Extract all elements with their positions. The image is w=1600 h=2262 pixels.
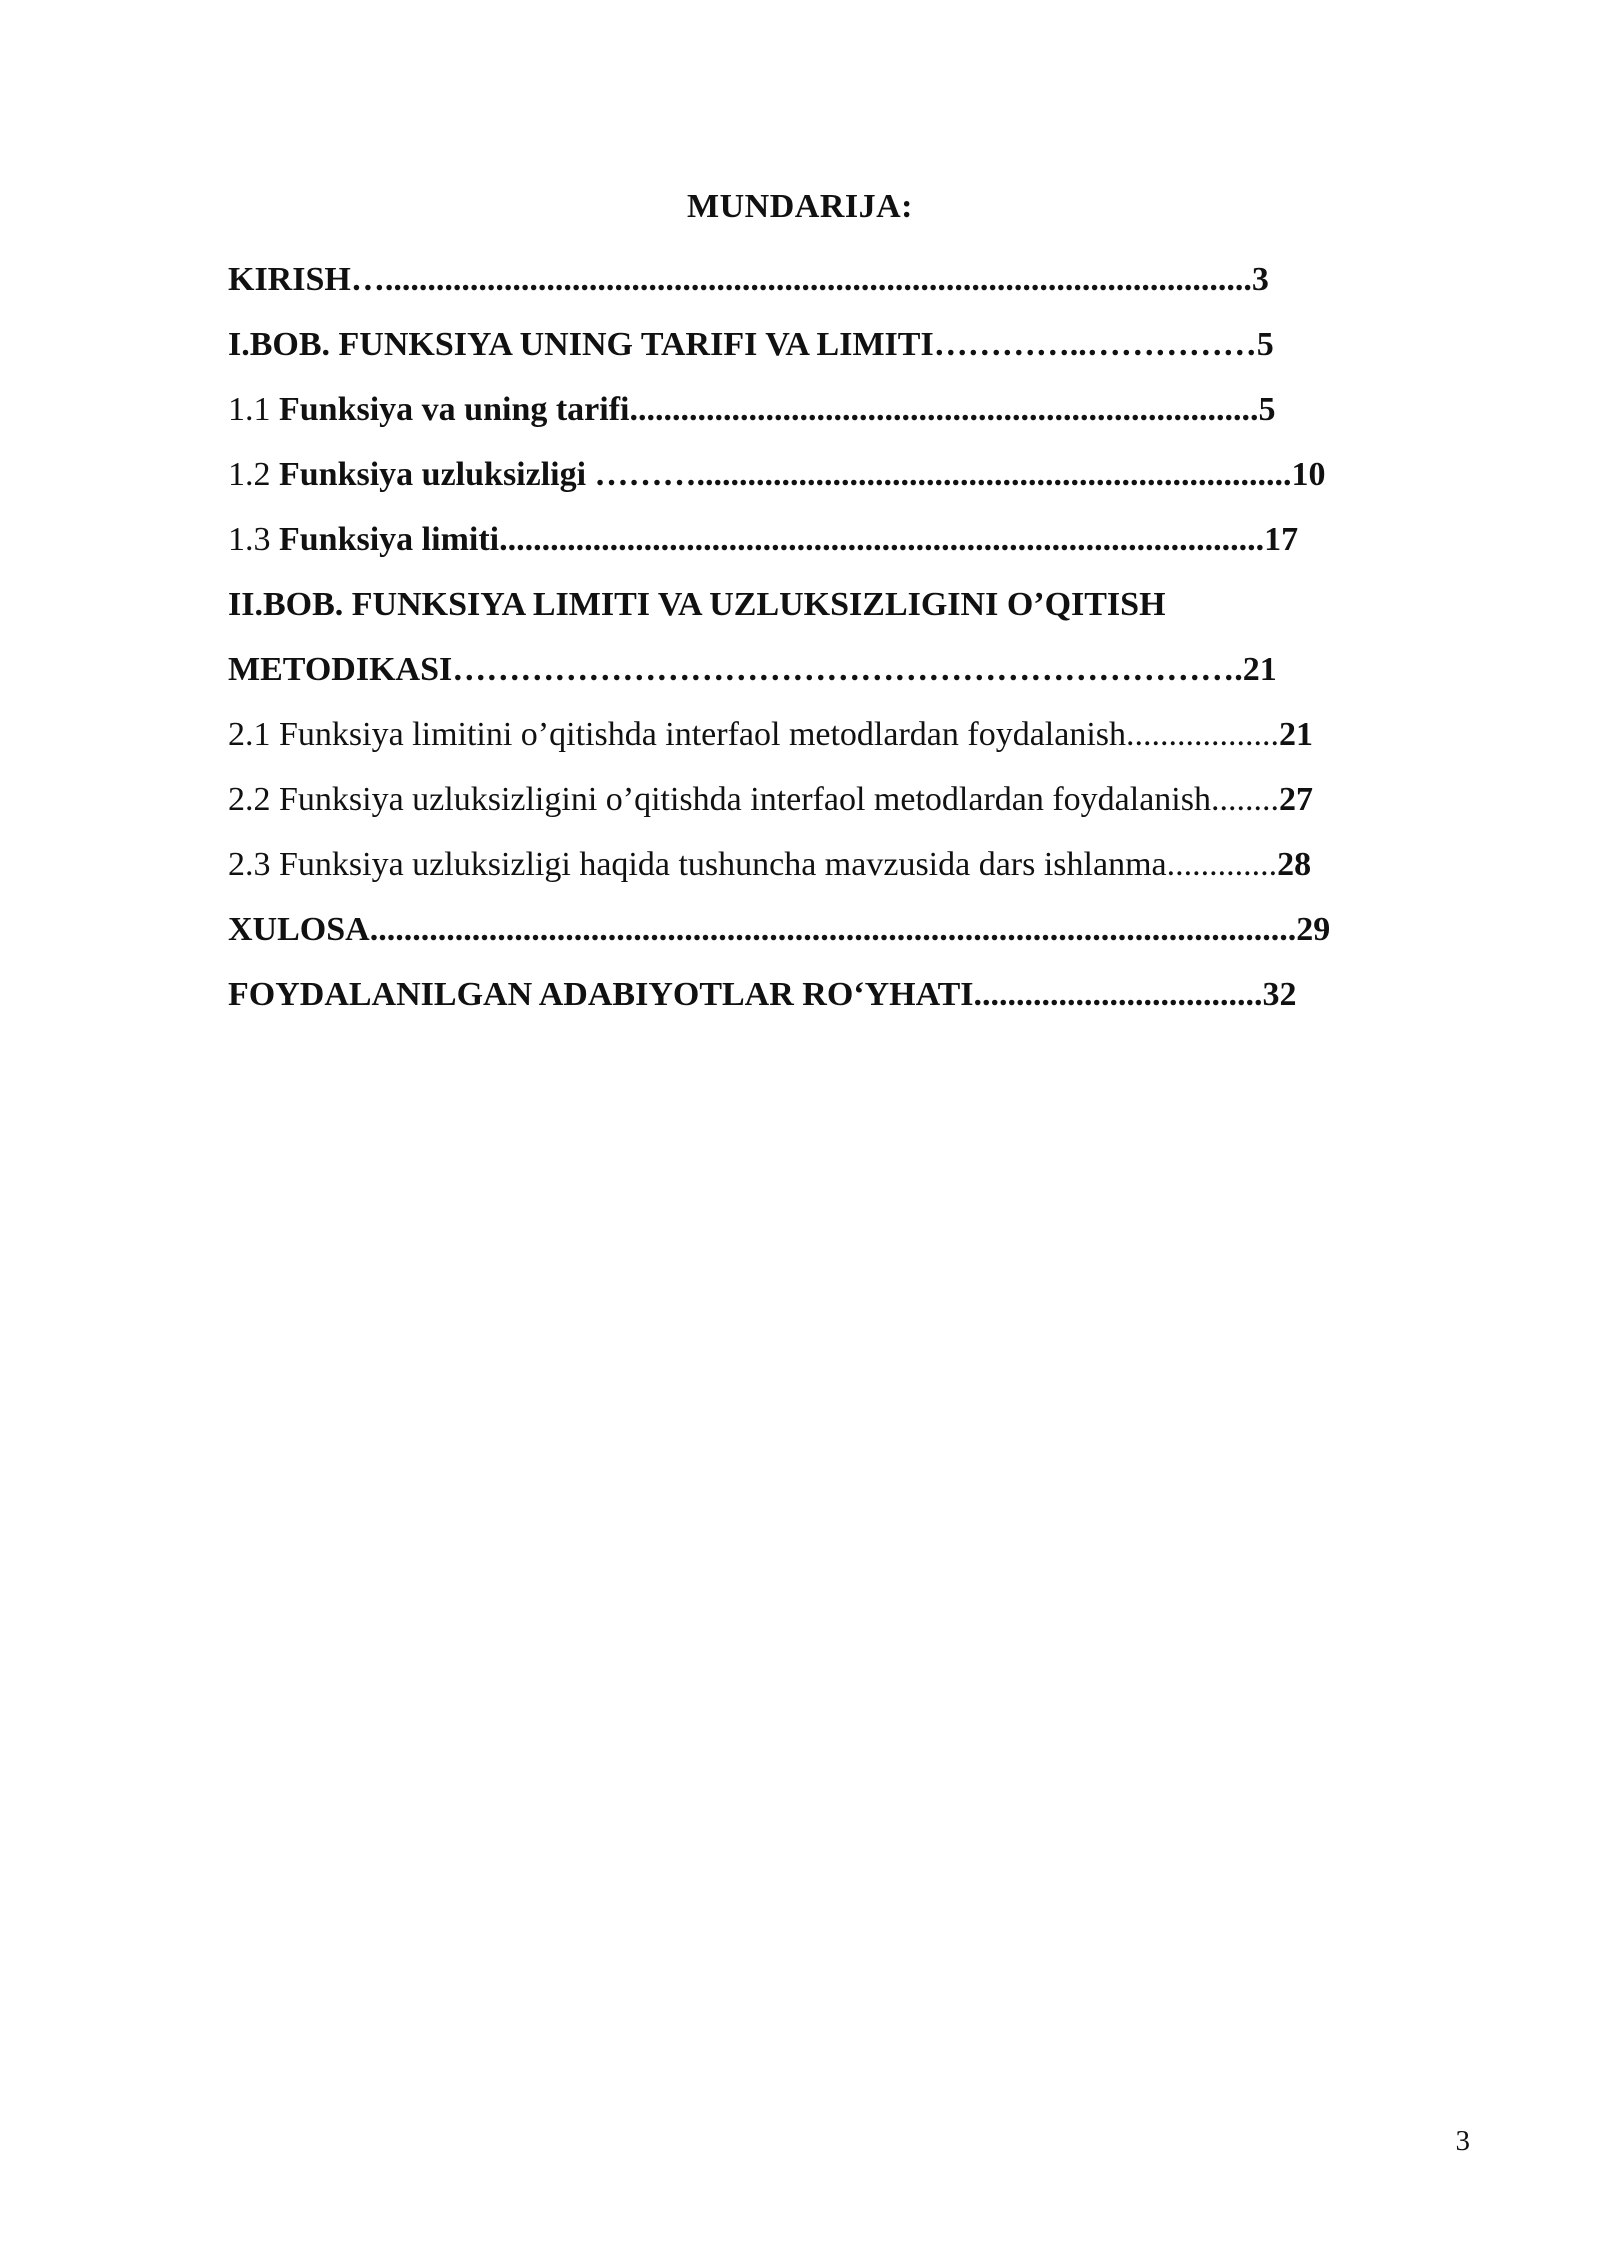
toc-entry-page: 21	[1242, 651, 1277, 688]
toc-entry-kirish	[228, 252, 1458, 317]
toc-entry-page: 27	[1278, 781, 1313, 818]
table-of-contents	[228, 252, 1458, 1032]
toc-entry-page: .17	[1255, 521, 1299, 558]
toc-entry-text: 2.2 Funksiya uzluksizligini o’qitishda interfaol metodlardan foydalanish........	[228, 781, 1279, 818]
toc-entry-section-2-1	[228, 707, 1458, 772]
toc-entry-section-2-3	[228, 837, 1458, 902]
toc-entry-text: Funksiya uzluksizligi ………......................................................................	[279, 456, 1292, 493]
toc-entry-page: 10	[1291, 456, 1326, 493]
toc-entry-text: FOYDALANILGAN ADABIYOTLAR RO‘YHATI..................................	[228, 976, 1263, 1013]
toc-entry-xulosa	[228, 902, 1458, 967]
toc-entry-text: METODIKASI…………………………………………………………….	[228, 651, 1243, 688]
toc-entry-chapter-2	[228, 577, 1458, 642]
toc-entry-section-1-2	[228, 447, 1458, 512]
toc-entry-text: II.BOB. FUNKSIYA LIMITI VA UZLUKSIZLIGINI O’QITISH	[228, 586, 1166, 623]
toc-entry-section-2-2	[228, 772, 1458, 837]
toc-entry-section-1-1	[228, 382, 1458, 447]
toc-entry-text: Funksiya va uning tarifi..........................................................................	[279, 391, 1259, 428]
toc-entry-text: KIRISH…......................................................................................................	[228, 261, 1252, 298]
toc-entry-text: 2.1 Funksiya limitini o’qitishda interfaol metodlardan foydalanish..................	[228, 716, 1280, 753]
toc-entry-number: 1.1	[228, 391, 279, 428]
toc-entry-page: 3	[1251, 261, 1269, 298]
toc-entry-chapter-1	[228, 317, 1458, 382]
toc-entry-page: 32	[1262, 976, 1297, 1013]
toc-entry-number: 1.2	[228, 456, 279, 493]
toc-entry-section-1-3	[228, 512, 1458, 577]
toc-entry-page: 21	[1279, 716, 1314, 753]
toc-entry-number: 1.3	[228, 521, 279, 558]
toc-entry-chapter-2-cont	[228, 642, 1458, 707]
toc-entry-text: XULOSA.............................................................................................................	[228, 911, 1297, 948]
toc-entry-text: 2.3 Funksiya uzluksizligi haqida tushuncha mavzusida dars ishlanma.............	[228, 846, 1278, 883]
toc-entry-page: 5	[1258, 391, 1276, 428]
toc-entry-page: 5	[1256, 326, 1274, 363]
page-number: 3	[1455, 2125, 1470, 2157]
toc-entry-page: 28	[1277, 846, 1312, 883]
toc-entry-references	[228, 967, 1458, 1032]
page-title: MUNDARIJA:	[687, 188, 913, 225]
toc-entry-page: 29	[1296, 911, 1331, 948]
toc-entry-text: Funksiya limiti.........................................................................................	[279, 521, 1256, 558]
toc-entry-text: I.BOB. FUNKSIYA UNING TARIFI VA LIMITI…………..……………	[228, 326, 1257, 363]
